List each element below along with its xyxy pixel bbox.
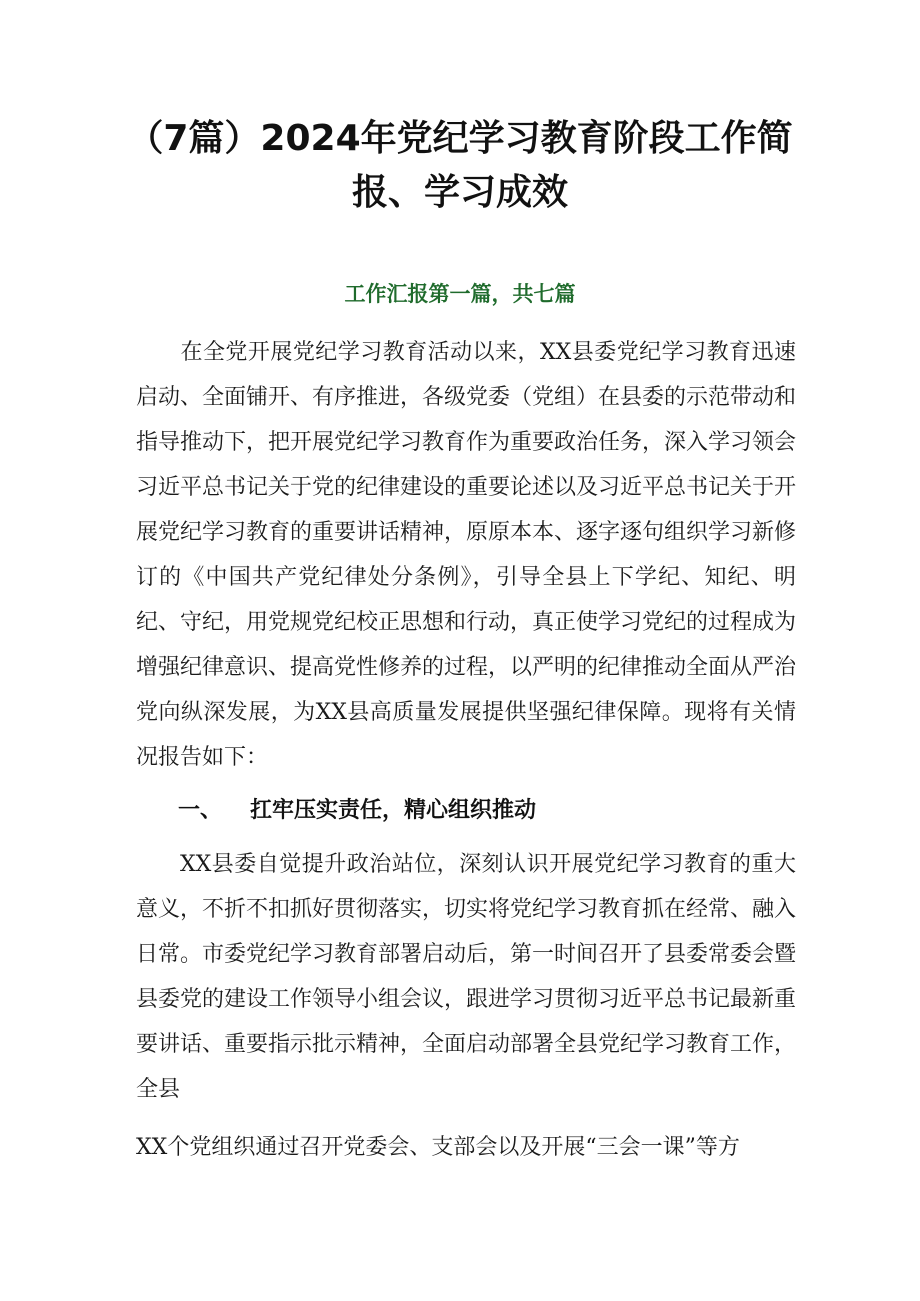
document-subtitle: 工作汇报第一篇，共七篇 [344, 281, 576, 306]
section-number: 一、 [178, 798, 223, 823]
paragraph-continued: XX个党组织通过召开党委会、支部会以及开展“三会一课”等方 [136, 1135, 740, 1160]
document-title [120, 112, 800, 220]
paragraph-section-1 [136, 842, 796, 1112]
title-line-2: 报、学习成效 [351, 172, 568, 213]
paragraph-intro [136, 330, 796, 780]
section-heading-1 [178, 793, 536, 824]
section-title: 扛牢压实责任，精心组织推动 [250, 798, 537, 823]
title-line-1: （7篇）2024年党纪学习教育阶段工作简 [127, 118, 793, 159]
paragraph-section-1-text: XX县委自觉提升政治站位，深刻认识开展党纪学习教育的重大意义，不折不扣抓好贯彻落实，切实将党纪学习教育抓在经常、融入日常。市委党纪学习教育部署启动后，第一时间召开了县委常委会暨县委党的建设工作领导小组会议，跟进学习贯彻习近平总书记最新重要讲话、重要指示批示精神，全面启动部署全县党纪学习教育工作，全县 [136, 852, 797, 1102]
paragraph-intro-text: 在全党开展党纪学习教育活动以来，XX县委党纪学习教育迅速启动、全面铺开、有序推进，各级党委（党组）在县委的示范带动和指导推动下，把开展党纪学习教育作为重要政治任务，深入学习领会习近平总书记关于党的纪律建设的重要论述以及习近平总书记关于开展党纪学习教育的重要讲话精神，原原本本、逐字逐句组织学习新修订的《中国共产党纪律处分条例》，引导全县上下学纪、知纪、明纪、守纪，用党规党纪校正思想和行动，真正使学习党纪的过程成为增强纪律意识、提高党性修养的过程，以严明的纪律推动全面从严治党向纵深发展，为XX县高质量发展提供坚强纪律保障。现将有关情况报告如下： [136, 340, 797, 770]
